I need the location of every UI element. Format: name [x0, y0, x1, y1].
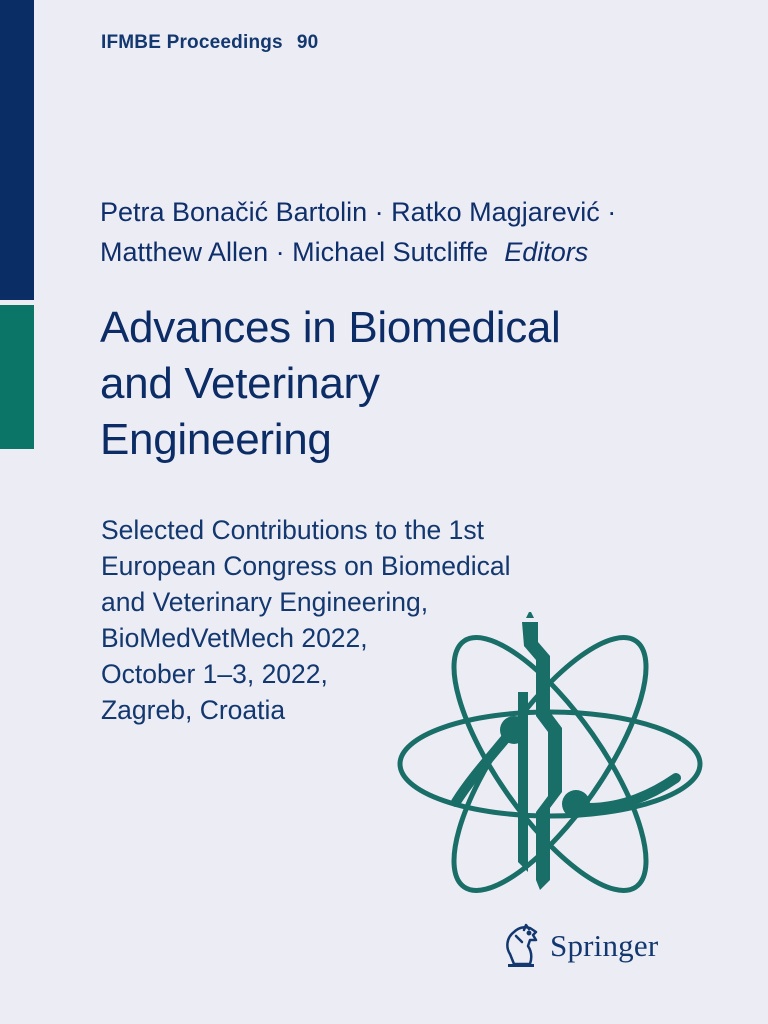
springer-horse-icon [500, 922, 542, 970]
editors-role: Editors [504, 237, 589, 267]
subtitle-line-6: Zagreb, Croatia [101, 695, 286, 725]
series-number: 90 [296, 32, 319, 53]
navy-side-band [0, 0, 34, 300]
editors-names-2: Matthew Allen · Michael Sutcliffe [100, 237, 489, 267]
teal-side-band [0, 305, 34, 449]
subtitle-line-5: October 1–3, 2022, [101, 659, 328, 689]
staff-and-orbits-emblem-icon [390, 612, 720, 902]
title-line-2: and Veterinary [100, 359, 380, 408]
title-line-1: Advances in Biomedical [100, 303, 561, 352]
book-title [100, 300, 740, 468]
subtitle-line-4: BioMedVetMech 2022, [101, 623, 368, 653]
editors-block [100, 192, 740, 272]
series-label [101, 32, 318, 54]
series-name: IFMBE Proceedings [101, 32, 283, 53]
subtitle-line-3: and Veterinary Engineering, [101, 587, 429, 617]
publisher-logo [500, 916, 658, 976]
publisher-name: Springer [550, 928, 659, 963]
editors-line-1: Petra Bonačić Bartolin · Ratko Magjarević · [100, 197, 617, 227]
subtitle-line-1: Selected Contributions to the 1st [101, 515, 485, 545]
subtitle-line-2: European Congress on Biomedical [101, 551, 511, 581]
editors-line-2 [100, 232, 740, 272]
title-line-3: Engineering [100, 415, 332, 464]
